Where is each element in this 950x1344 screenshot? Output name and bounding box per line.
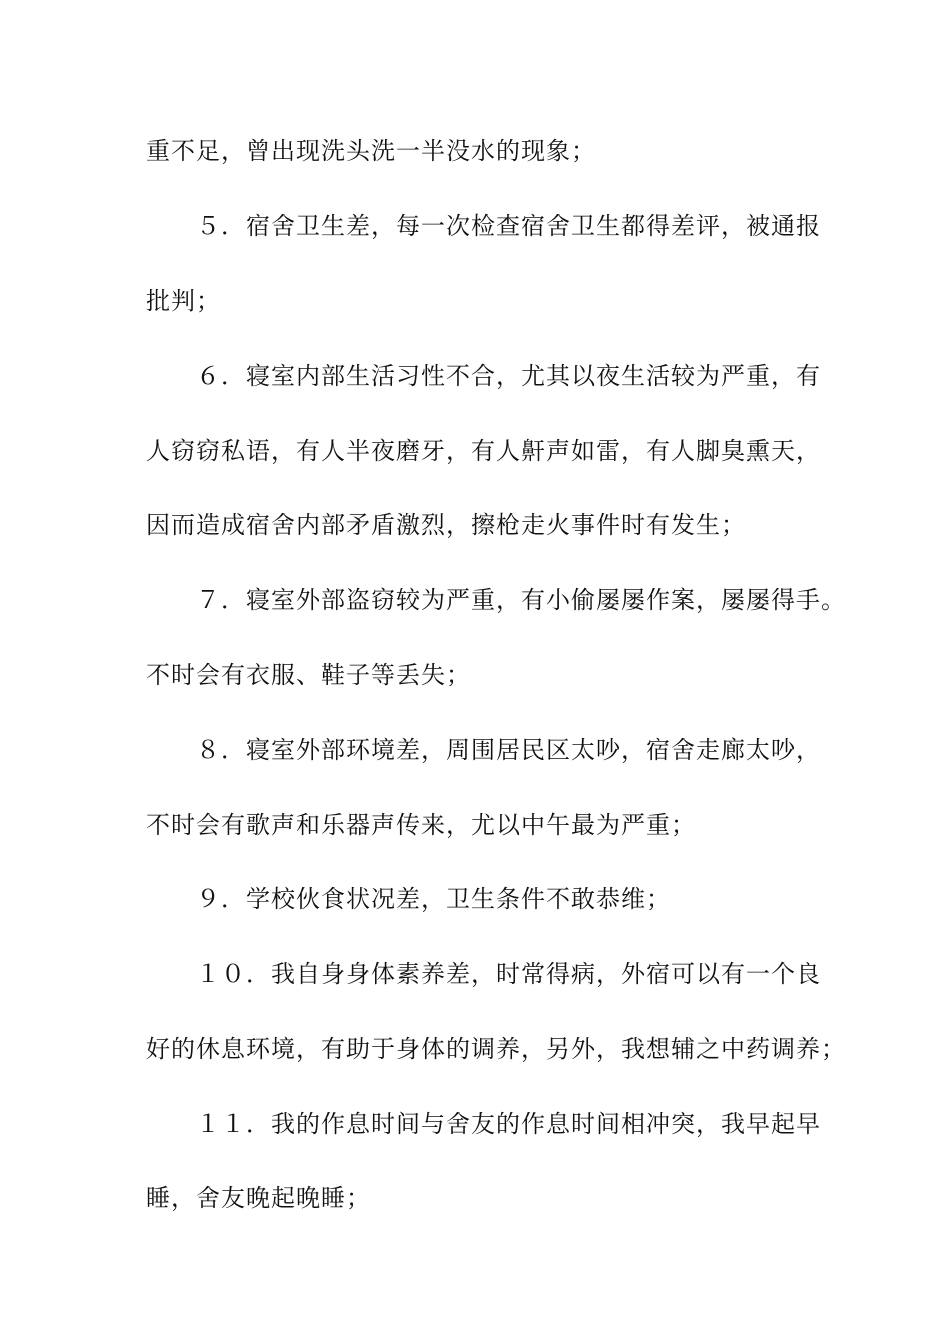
text-line: 人窃窃私语，有人半夜磨牙，有人鼾声如雷，有人脚臭熏天，: [146, 437, 821, 465]
text-line: 不时会有衣服、鞋子等丢失；: [146, 661, 471, 689]
list-item-6: ６．寝室内部生活习性不合，尤其以夜生活较为严重，有: [196, 362, 821, 390]
text-line: 批判；: [146, 287, 221, 315]
text-line: 睡，舍友晚起晚睡；: [146, 1184, 371, 1212]
text-line: 因而造成宿舍内部矛盾激烈，擦枪走火事件时有发生；: [146, 511, 746, 539]
list-item-8: ８．寝室外部环境差，周围居民区太吵，宿舍走廊太吵，: [196, 736, 821, 764]
list-item-10: １０．我自身身体素养差，时常得病，外宿可以有一个良: [196, 960, 821, 988]
list-item-7: ７．寝室外部盗窃较为严重，有小偷屡屡作案，屡屡得手。: [196, 586, 846, 614]
list-item-9: ９．学校伙食状况差，卫生条件不敢恭维；: [196, 885, 671, 913]
text-line: 不时会有歌声和乐器声传来，尤以中午最为严重；: [146, 811, 696, 839]
text-line: 好的休息环境，有助于身体的调养，另外，我想辅之中药调养；: [146, 1035, 846, 1063]
list-item-11: １１．我的作息时间与舍友的作息时间相冲突，我早起早: [196, 1110, 821, 1138]
list-item-5: ５．宿舍卫生差，每一次检查宿舍卫生都得差评，被通报: [196, 212, 821, 240]
text-line: 重不足，曾出现洗头洗一半没水的现象；: [146, 137, 596, 165]
